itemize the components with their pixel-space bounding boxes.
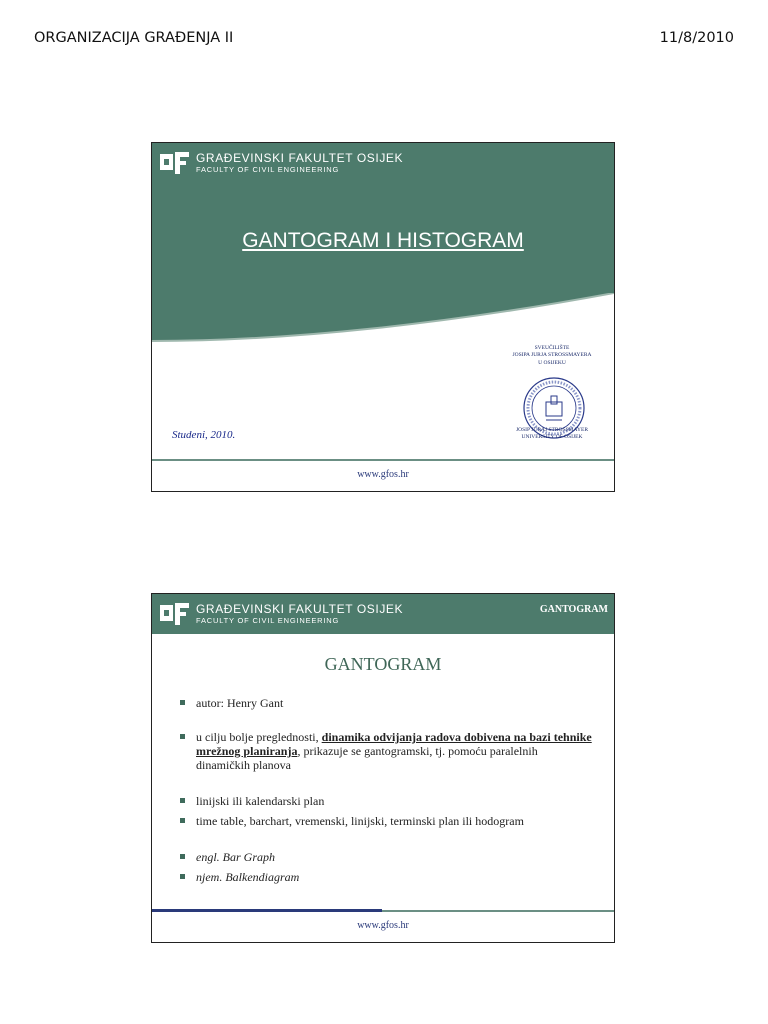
slide-title-page <box>151 142 615 492</box>
footer-divider <box>152 459 614 461</box>
list-item: engl. Bar Graph <box>180 850 592 864</box>
list-item: time table, barchart, vremenski, linijski, terminski plan ili hodogram <box>180 814 592 828</box>
list-item: njem. Balkendiagram <box>180 870 592 884</box>
faculty-banner <box>152 143 614 183</box>
slide-section-tag: GANTOGRAM <box>539 604 608 615</box>
faculty-banner <box>152 594 614 634</box>
highlighted-text: dinamika odvijanja radova dobivena na bazi tehnike mrežnog planiranja <box>196 730 592 758</box>
faculty-name-en: FACULTY OF CIVIL ENGINEERING <box>196 616 340 626</box>
gf-logo-icon <box>160 150 190 176</box>
footer-url: www.gfos.hr <box>357 469 409 480</box>
bullet-list <box>180 696 592 884</box>
faculty-name: GRAĐEVINSKI FAKULTET OSIJEK <box>196 602 404 617</box>
document-title: ORGANIZACIJA GRAĐENJA II <box>34 30 234 46</box>
slide-date: Studeni, 2010. <box>172 429 236 441</box>
faculty-name: GRAĐEVINSKI FAKULTET OSIJEK <box>196 151 404 166</box>
slide-title: GANTOGRAM I HISTOGRAM <box>242 229 524 252</box>
slide-heading: GANTOGRAM <box>324 654 442 674</box>
gf-logo-icon <box>160 601 190 627</box>
page-header <box>34 30 734 46</box>
footer-url: www.gfos.hr <box>357 920 409 931</box>
university-name-en: JOSIP JURAJ STROSSMAYER UNIVERSITY OF OSIJEK <box>515 427 589 441</box>
slide-gantogram <box>151 593 615 943</box>
list-item: autor: Henry Gant <box>180 696 592 710</box>
list-item: u cilju bolje preglednosti, dinamika odvijanja radova dobivena na bazi tehnike mrežnog planiranja, prikazuje se gantogramski, tj. pomoću paralelnih dinamičkih planova <box>180 730 592 772</box>
university-name-hr: SVEUČILIŠTE JOSIPA JURJA STROSSMAYERA U OSIJEKU <box>512 345 592 366</box>
faculty-name-en: FACULTY OF CIVIL ENGINEERING <box>196 165 340 175</box>
list-item: linijski ili kalendarski plan <box>180 794 592 808</box>
footer-accent-line <box>152 909 382 912</box>
document-date: 11/8/2010 <box>659 30 734 46</box>
